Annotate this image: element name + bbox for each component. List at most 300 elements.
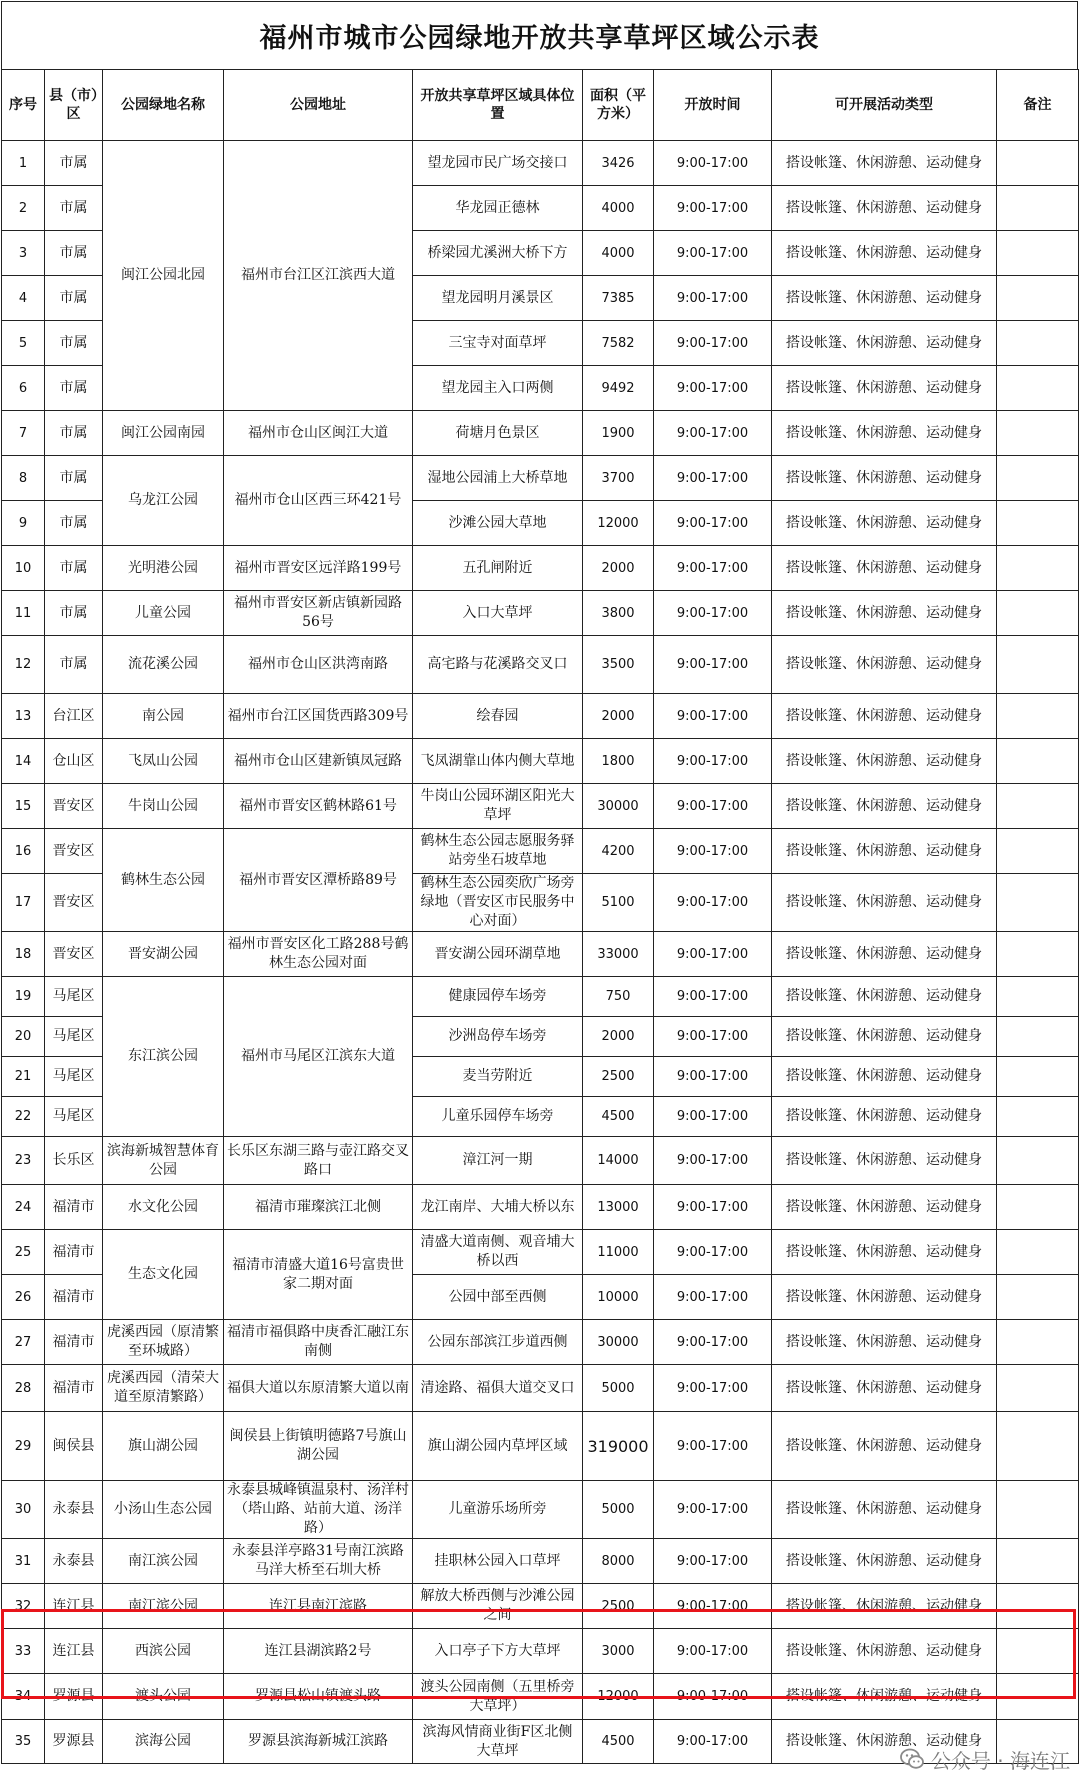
cell-area: 4000 [583, 186, 654, 231]
cell-remarks [997, 1539, 1079, 1584]
cell-address: 福清市清盛大道16号富贵世家二期对面 [224, 1230, 413, 1320]
cell-remarks [997, 1320, 1079, 1365]
cell-park: 水文化公园 [103, 1185, 224, 1230]
cell-activities: 搭设帐篷、休闲游憩、运动健身 [772, 1539, 997, 1584]
cell-area: 5000 [583, 1481, 654, 1539]
cell-remarks [997, 874, 1079, 932]
cell-park: 生态文化园 [103, 1230, 224, 1320]
cell-county: 市属 [45, 411, 103, 456]
cell-location: 牛岗山公园环湖区阳光大草坪 [413, 784, 583, 829]
lawn-table [1, 69, 1079, 1764]
cell-hours: 9:00-17:00 [654, 1137, 772, 1185]
table-row [2, 1674, 1079, 1720]
cell-seq: 20 [2, 1017, 45, 1057]
cell-park: 闽江公园北园 [103, 141, 224, 411]
cell-hours: 9:00-17:00 [654, 456, 772, 501]
cell-county: 福清市 [45, 1185, 103, 1230]
cell-location: 望龙园市民广场交接口 [413, 141, 583, 186]
cell-activities: 搭设帐篷、休闲游憩、运动健身 [772, 186, 997, 231]
cell-area: 3700 [583, 456, 654, 501]
cell-address: 永泰县城峰镇温泉村、汤洋村（塔山路、站前大道、汤洋路） [224, 1481, 413, 1539]
cell-location: 入口亭子下方大草坪 [413, 1629, 583, 1674]
cell-remarks [997, 141, 1079, 186]
cell-address: 福州市仓山区洪湾南路 [224, 636, 413, 694]
cell-location: 鹤林生态公园奕欣广场旁绿地（晋安区市民服务中心对面） [413, 874, 583, 932]
cell-seq: 25 [2, 1230, 45, 1275]
cell-county: 永泰县 [45, 1539, 103, 1584]
cell-remarks [997, 366, 1079, 411]
cell-location: 五孔闸附近 [413, 546, 583, 591]
cell-location: 儿童乐园停车场旁 [413, 1097, 583, 1137]
cell-remarks [997, 1185, 1079, 1230]
cell-address: 闽侯县上街镇明德路7号旗山湖公园 [224, 1412, 413, 1481]
cell-location: 儿童游乐场所旁 [413, 1481, 583, 1539]
cell-area: 7385 [583, 276, 654, 321]
header-park: 公园绿地名称 [103, 70, 224, 141]
cell-area: 30000 [583, 1320, 654, 1365]
cell-address: 福俱大道以东原清繁大道以南 [224, 1365, 413, 1412]
cell-park: 渡头公园 [103, 1674, 224, 1720]
cell-location: 麦当劳附近 [413, 1057, 583, 1097]
cell-activities: 搭设帐篷、休闲游憩、运动健身 [772, 366, 997, 411]
cell-seq: 26 [2, 1275, 45, 1320]
cell-activities: 搭设帐篷、休闲游憩、运动健身 [772, 1185, 997, 1230]
cell-area: 3500 [583, 636, 654, 694]
cell-remarks [997, 977, 1079, 1017]
cell-area: 8000 [583, 1539, 654, 1584]
cell-seq: 12 [2, 636, 45, 694]
cell-county: 福清市 [45, 1275, 103, 1320]
cell-activities: 搭设帐篷、休闲游憩、运动健身 [772, 321, 997, 366]
cell-address: 福州市晋安区潭桥路89号 [224, 829, 413, 932]
cell-hours: 9:00-17:00 [654, 829, 772, 874]
cell-activities: 搭设帐篷、休闲游憩、运动健身 [772, 977, 997, 1017]
cell-hours: 9:00-17:00 [654, 366, 772, 411]
cell-location: 荷塘月色景区 [413, 411, 583, 456]
cell-county: 马尾区 [45, 1097, 103, 1137]
cell-location: 湿地公园浦上大桥草地 [413, 456, 583, 501]
cell-address: 福州市仓山区闽江大道 [224, 411, 413, 456]
cell-hours: 9:00-17:00 [654, 784, 772, 829]
cell-address: 连江县湖滨路2号 [224, 1629, 413, 1674]
cell-hours: 9:00-17:00 [654, 141, 772, 186]
cell-hours: 9:00-17:00 [654, 591, 772, 636]
cell-activities: 搭设帐篷、休闲游憩、运动健身 [772, 1584, 997, 1629]
cell-seq: 3 [2, 231, 45, 276]
cell-hours: 9:00-17:00 [654, 1275, 772, 1320]
cell-remarks [997, 1017, 1079, 1057]
cell-location: 桥梁园尤溪洲大桥下方 [413, 231, 583, 276]
table-row [2, 141, 1079, 186]
cell-hours: 9:00-17:00 [654, 1017, 772, 1057]
cell-hours: 9:00-17:00 [654, 231, 772, 276]
cell-activities: 搭设帐篷、休闲游憩、运动健身 [772, 1275, 997, 1320]
table-row [2, 546, 1079, 591]
header-area: 面积（平方米） [583, 70, 654, 141]
cell-area: 10000 [583, 1275, 654, 1320]
header-remarks: 备注 [997, 70, 1079, 141]
cell-area: 2000 [583, 694, 654, 739]
cell-area: 7582 [583, 321, 654, 366]
cell-seq: 4 [2, 276, 45, 321]
cell-area: 1800 [583, 739, 654, 784]
table-row [2, 1137, 1079, 1185]
cell-location: 清盛大道南侧、观音埔大桥以西 [413, 1230, 583, 1275]
table-row [2, 1481, 1079, 1539]
cell-location: 入口大草坪 [413, 591, 583, 636]
cell-remarks [997, 1097, 1079, 1137]
cell-park: 南江滨公园 [103, 1584, 224, 1629]
cell-area: 9492 [583, 366, 654, 411]
cell-activities: 搭设帐篷、休闲游憩、运动健身 [772, 1481, 997, 1539]
cell-seq: 18 [2, 932, 45, 977]
cell-park: 牛岗山公园 [103, 784, 224, 829]
cell-county: 福清市 [45, 1320, 103, 1365]
cell-seq: 9 [2, 501, 45, 546]
cell-location: 龙江南岸、大埔大桥以东 [413, 1185, 583, 1230]
cell-location: 高宅路与花溪路交叉口 [413, 636, 583, 694]
cell-remarks [997, 321, 1079, 366]
table-row [2, 1629, 1079, 1674]
cell-county: 福清市 [45, 1365, 103, 1412]
cell-seq: 33 [2, 1629, 45, 1674]
cell-activities: 搭设帐篷、休闲游憩、运动健身 [772, 141, 997, 186]
cell-county: 晋安区 [45, 874, 103, 932]
cell-park: 西滨公园 [103, 1629, 224, 1674]
cell-seq: 32 [2, 1584, 45, 1629]
cell-remarks [997, 501, 1079, 546]
cell-address: 福州市晋安区鹤林路61号 [224, 784, 413, 829]
cell-hours: 9:00-17:00 [654, 321, 772, 366]
cell-area: 5100 [583, 874, 654, 932]
cell-location: 解放大桥西侧与沙滩公园之间 [413, 1584, 583, 1629]
cell-address: 福州市晋安区新店镇新园路56号 [224, 591, 413, 636]
cell-location: 滨海风情商业街F区北侧大草坪 [413, 1720, 583, 1764]
cell-address: 福清市璀璨滨江北侧 [224, 1185, 413, 1230]
table-row [2, 784, 1079, 829]
cell-county: 永泰县 [45, 1481, 103, 1539]
cell-seq: 2 [2, 186, 45, 231]
cell-park: 光明港公园 [103, 546, 224, 591]
cell-area: 5000 [583, 1365, 654, 1412]
cell-county: 晋安区 [45, 932, 103, 977]
cell-activities: 搭设帐篷、休闲游憩、运动健身 [772, 1412, 997, 1481]
cell-hours: 9:00-17:00 [654, 1412, 772, 1481]
cell-park: 小汤山生态公园 [103, 1481, 224, 1539]
cell-park: 儿童公园 [103, 591, 224, 636]
cell-park: 乌龙江公园 [103, 456, 224, 546]
cell-remarks [997, 932, 1079, 977]
cell-activities: 搭设帐篷、休闲游憩、运动健身 [772, 1365, 997, 1412]
cell-area: 30000 [583, 784, 654, 829]
table-row [2, 739, 1079, 784]
cell-county: 市属 [45, 501, 103, 546]
cell-park: 虎溪西园（原清繁至环城路） [103, 1320, 224, 1365]
cell-remarks [997, 1057, 1079, 1097]
cell-park: 闽江公园南园 [103, 411, 224, 456]
table-row [2, 1412, 1079, 1481]
cell-address: 永泰县洋亭路31号南江滨路马洋大桥至石圳大桥 [224, 1539, 413, 1584]
cell-address: 福州市台江区国货西路309号 [224, 694, 413, 739]
cell-address: 福州市台江区江滨西大道 [224, 141, 413, 411]
cell-seq: 8 [2, 456, 45, 501]
cell-remarks [997, 1629, 1079, 1674]
cell-remarks [997, 276, 1079, 321]
cell-location: 三宝寺对面草坪 [413, 321, 583, 366]
cell-park: 飞凤山公园 [103, 739, 224, 784]
cell-address: 罗源县松山镇渡头路 [224, 1674, 413, 1720]
cell-activities: 搭设帐篷、休闲游憩、运动健身 [772, 501, 997, 546]
cell-county: 市属 [45, 636, 103, 694]
cell-county: 晋安区 [45, 829, 103, 874]
cell-address: 福州市仓山区建新镇凤冠路 [224, 739, 413, 784]
cell-location: 旗山湖公园内草坪区域 [413, 1412, 583, 1481]
cell-remarks [997, 1365, 1079, 1412]
cell-remarks [997, 1674, 1079, 1720]
cell-remarks [997, 694, 1079, 739]
cell-activities: 搭设帐篷、休闲游憩、运动健身 [772, 1137, 997, 1185]
cell-hours: 9:00-17:00 [654, 186, 772, 231]
cell-seq: 10 [2, 546, 45, 591]
cell-location: 绘春园 [413, 694, 583, 739]
cell-hours: 9:00-17:00 [654, 546, 772, 591]
cell-hours: 9:00-17:00 [654, 874, 772, 932]
cell-hours: 9:00-17:00 [654, 932, 772, 977]
cell-location: 华龙园正德林 [413, 186, 583, 231]
cell-park: 南公园 [103, 694, 224, 739]
cell-activities: 搭设帐篷、休闲游憩、运动健身 [772, 456, 997, 501]
cell-address: 福州市晋安区化工路288号鹤林生态公园对面 [224, 932, 413, 977]
table-row [2, 1185, 1079, 1230]
cell-hours: 9:00-17:00 [654, 1185, 772, 1230]
cell-seq: 11 [2, 591, 45, 636]
cell-remarks [997, 591, 1079, 636]
cell-address: 福州市仓山区西三环421号 [224, 456, 413, 546]
table-row [2, 694, 1079, 739]
cell-remarks [997, 636, 1079, 694]
cell-location: 飞凤湖靠山体内侧大草地 [413, 739, 583, 784]
cell-activities: 搭设帐篷、休闲游憩、运动健身 [772, 1629, 997, 1674]
table-row [2, 977, 1079, 1017]
cell-county: 市属 [45, 591, 103, 636]
table-title: 福州市城市公园绿地开放共享草坪区域公示表 [1, 1, 1078, 70]
cell-area: 4000 [583, 231, 654, 276]
cell-seq: 21 [2, 1057, 45, 1097]
cell-location: 公园中部至西侧 [413, 1275, 583, 1320]
cell-remarks [997, 1481, 1079, 1539]
cell-park: 流花溪公园 [103, 636, 224, 694]
cell-seq: 5 [2, 321, 45, 366]
cell-hours: 9:00-17:00 [654, 1320, 772, 1365]
cell-area: 2500 [583, 1584, 654, 1629]
cell-activities: 搭设帐篷、休闲游憩、运动健身 [772, 276, 997, 321]
cell-hours: 9:00-17:00 [654, 1674, 772, 1720]
cell-area: 1900 [583, 411, 654, 456]
cell-remarks [997, 1584, 1079, 1629]
cell-area: 2000 [583, 1017, 654, 1057]
cell-seq: 16 [2, 829, 45, 874]
cell-activities: 搭设帐篷、休闲游憩、运动健身 [772, 694, 997, 739]
cell-activities: 搭设帐篷、休闲游憩、运动健身 [772, 591, 997, 636]
cell-area: 750 [583, 977, 654, 1017]
table-row [2, 829, 1079, 874]
cell-location: 挂职林公园入口草坪 [413, 1539, 583, 1584]
header-seq: 序号 [2, 70, 45, 141]
cell-hours: 9:00-17:00 [654, 1584, 772, 1629]
table-row [2, 1539, 1079, 1584]
cell-address: 连江县南江滨路 [224, 1584, 413, 1629]
cell-remarks [997, 1412, 1079, 1481]
cell-location: 晋安湖公园环湖草地 [413, 932, 583, 977]
cell-activities: 搭设帐篷、休闲游憩、运动健身 [772, 1230, 997, 1275]
cell-location: 望龙园明月溪景区 [413, 276, 583, 321]
cell-location: 渡头公园南侧（五里桥旁大草坪） [413, 1674, 583, 1720]
table-row [2, 591, 1079, 636]
cell-park: 鹤林生态公园 [103, 829, 224, 932]
cell-remarks [997, 1275, 1079, 1320]
cell-area: 33000 [583, 932, 654, 977]
cell-area: 3000 [583, 1629, 654, 1674]
cell-park: 南江滨公园 [103, 1539, 224, 1584]
cell-hours: 9:00-17:00 [654, 1481, 772, 1539]
cell-seq: 14 [2, 739, 45, 784]
cell-area: 3426 [583, 141, 654, 186]
cell-remarks [997, 546, 1079, 591]
cell-hours: 9:00-17:00 [654, 1230, 772, 1275]
header-row [2, 70, 1079, 141]
table-row [2, 1320, 1079, 1365]
cell-activities: 搭设帐篷、休闲游憩、运动健身 [772, 829, 997, 874]
cell-remarks [997, 784, 1079, 829]
cell-location: 漳江河一期 [413, 1137, 583, 1185]
cell-address: 福州市晋安区远洋路199号 [224, 546, 413, 591]
cell-county: 仓山区 [45, 739, 103, 784]
cell-remarks [997, 231, 1079, 276]
cell-area: 319000 [583, 1412, 654, 1481]
cell-seq: 34 [2, 1674, 45, 1720]
cell-seq: 24 [2, 1185, 45, 1230]
header-address: 公园地址 [224, 70, 413, 141]
cell-area: 11000 [583, 1230, 654, 1275]
cell-area: 3800 [583, 591, 654, 636]
cell-hours: 9:00-17:00 [654, 1057, 772, 1097]
table-row [2, 456, 1079, 501]
cell-park: 旗山湖公园 [103, 1412, 224, 1481]
cell-park: 东江滨公园 [103, 977, 224, 1137]
cell-county: 闽侯县 [45, 1412, 103, 1481]
cell-location: 健康园停车场旁 [413, 977, 583, 1017]
cell-seq: 19 [2, 977, 45, 1017]
cell-hours: 9:00-17:00 [654, 739, 772, 784]
cell-park: 晋安湖公园 [103, 932, 224, 977]
cell-remarks [997, 411, 1079, 456]
cell-address: 长乐区东湖三路与壶江路交叉路口 [224, 1137, 413, 1185]
cell-hours: 9:00-17:00 [654, 501, 772, 546]
cell-address: 罗源县滨海新城江滨路 [224, 1720, 413, 1764]
cell-county: 长乐区 [45, 1137, 103, 1185]
cell-location: 沙洲岛停车场旁 [413, 1017, 583, 1057]
cell-remarks [997, 1137, 1079, 1185]
cell-hours: 9:00-17:00 [654, 1629, 772, 1674]
cell-activities: 搭设帐篷、休闲游憩、运动健身 [772, 784, 997, 829]
cell-county: 市属 [45, 321, 103, 366]
cell-seq: 1 [2, 141, 45, 186]
cell-activities: 搭设帐篷、休闲游憩、运动健身 [772, 874, 997, 932]
header-location: 开放共享草坪区域具体位置 [413, 70, 583, 141]
header-hours: 开放时间 [654, 70, 772, 141]
cell-seq: 30 [2, 1481, 45, 1539]
cell-county: 连江县 [45, 1584, 103, 1629]
table-row [2, 1365, 1079, 1412]
cell-county: 福清市 [45, 1230, 103, 1275]
cell-remarks [997, 829, 1079, 874]
cell-activities: 搭设帐篷、休闲游憩、运动健身 [772, 739, 997, 784]
cell-remarks [997, 456, 1079, 501]
cell-hours: 9:00-17:00 [654, 636, 772, 694]
cell-county: 连江县 [45, 1629, 103, 1674]
cell-location: 望龙园主入口两侧 [413, 366, 583, 411]
cell-county: 罗源县 [45, 1674, 103, 1720]
cell-county: 晋安区 [45, 784, 103, 829]
cell-location: 公园东部滨江步道西侧 [413, 1320, 583, 1365]
cell-hours: 9:00-17:00 [654, 1365, 772, 1412]
watermark [899, 1742, 1070, 1776]
cell-area: 2000 [583, 546, 654, 591]
header-activities: 可开展活动类型 [772, 70, 997, 141]
table-row [2, 636, 1079, 694]
cell-remarks [997, 1230, 1079, 1275]
cell-location: 沙滩公园大草地 [413, 501, 583, 546]
cell-seq: 35 [2, 1720, 45, 1764]
table-body [2, 141, 1079, 1764]
cell-area: 2500 [583, 1057, 654, 1097]
cell-address: 福清市福俱路中庚香汇融江东南侧 [224, 1320, 413, 1365]
cell-hours: 9:00-17:00 [654, 276, 772, 321]
cell-hours: 9:00-17:00 [654, 1539, 772, 1584]
cell-area: 4500 [583, 1720, 654, 1764]
cell-county: 马尾区 [45, 977, 103, 1017]
cell-activities: 搭设帐篷、休闲游憩、运动健身 [772, 1017, 997, 1057]
table-row [2, 1230, 1079, 1275]
cell-county: 马尾区 [45, 1057, 103, 1097]
cell-park: 滨海新城智慧体育公园 [103, 1137, 224, 1185]
cell-county: 市属 [45, 366, 103, 411]
cell-activities: 搭设帐篷、休闲游憩、运动健身 [772, 1057, 997, 1097]
cell-county: 市属 [45, 141, 103, 186]
cell-seq: 15 [2, 784, 45, 829]
watermark-text: 公众号 · 海连江 [930, 1748, 1070, 1773]
cell-area: 4200 [583, 829, 654, 874]
cell-activities: 搭设帐篷、休闲游憩、运动健身 [772, 1320, 997, 1365]
cell-remarks [997, 739, 1079, 784]
cell-activities: 搭设帐篷、休闲游憩、运动健身 [772, 1674, 997, 1720]
cell-activities: 搭设帐篷、休闲游憩、运动健身 [772, 231, 997, 276]
cell-activities: 搭设帐篷、休闲游憩、运动健身 [772, 546, 997, 591]
cell-park: 滨海公园 [103, 1720, 224, 1764]
cell-seq: 17 [2, 874, 45, 932]
cell-hours: 9:00-17:00 [654, 411, 772, 456]
cell-hours: 9:00-17:00 [654, 977, 772, 1017]
cell-seq: 31 [2, 1539, 45, 1584]
cell-seq: 27 [2, 1320, 45, 1365]
cell-county: 市属 [45, 276, 103, 321]
cell-county: 市属 [45, 231, 103, 276]
cell-seq: 13 [2, 694, 45, 739]
cell-activities: 搭设帐篷、休闲游憩、运动健身 [772, 411, 997, 456]
cell-activities: 搭设帐篷、休闲游憩、运动健身 [772, 932, 997, 977]
cell-area: 13000 [583, 1185, 654, 1230]
cell-area: 12000 [583, 1674, 654, 1720]
